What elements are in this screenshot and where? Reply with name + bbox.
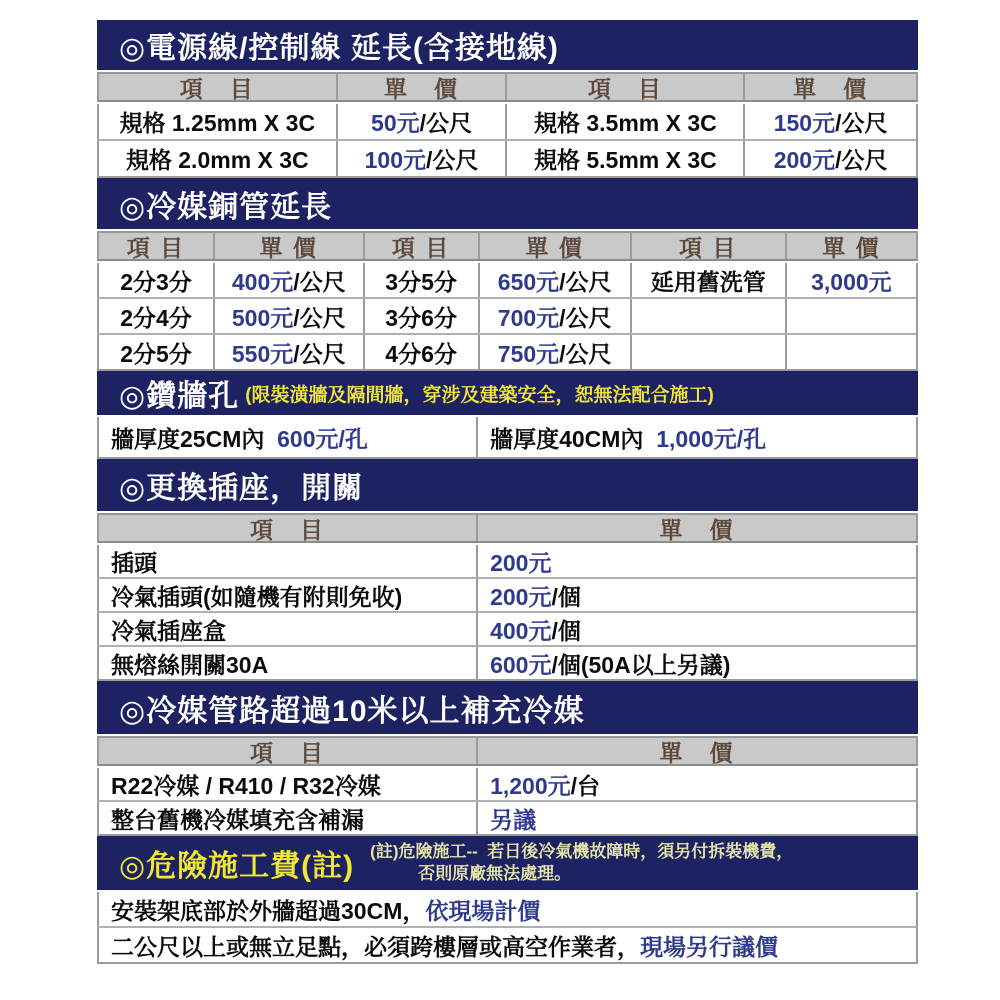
item-text: /公尺 bbox=[559, 340, 612, 367]
item-text: /台 bbox=[570, 772, 601, 799]
table-cell bbox=[99, 104, 338, 139]
table-cell bbox=[99, 417, 478, 457]
item-text: /公尺 bbox=[835, 147, 888, 173]
table-cell bbox=[99, 647, 478, 679]
price-table-document bbox=[97, 20, 918, 964]
table-cell bbox=[99, 579, 478, 611]
table-row bbox=[97, 768, 918, 802]
section-header-band bbox=[97, 836, 918, 890]
item-text: /公尺 bbox=[293, 340, 346, 367]
item-text: /公尺 bbox=[559, 304, 612, 331]
section-refrigerant-refill bbox=[97, 681, 918, 836]
section-copper-pipe-extension bbox=[97, 178, 918, 371]
item-text: /個 bbox=[551, 583, 581, 610]
table-cell bbox=[787, 263, 916, 297]
table-cell bbox=[99, 263, 215, 297]
column-header: 單 價 bbox=[659, 516, 735, 541]
column-header-row bbox=[97, 736, 918, 766]
table-cell bbox=[480, 299, 632, 333]
table-cell bbox=[99, 802, 478, 834]
column-header: 單 價 bbox=[822, 234, 881, 259]
table-cell bbox=[478, 647, 916, 679]
price-text: 500元 bbox=[231, 304, 294, 331]
item-text: 整台舊機冷媒填充含補漏 bbox=[111, 806, 364, 833]
item-text: 牆厚度40CM內 bbox=[490, 425, 657, 452]
table-cell bbox=[478, 613, 916, 645]
item-text: /個 bbox=[551, 617, 581, 644]
column-header-row bbox=[97, 513, 918, 543]
column-header: 單 價 bbox=[659, 739, 735, 764]
table-cell bbox=[99, 768, 478, 800]
section-note-line: (註)危險施工-- 若日後冷氣機故障時，須另付拆裝機費， bbox=[370, 841, 794, 861]
column-header: 單 價 bbox=[338, 74, 508, 100]
table-cell bbox=[99, 299, 215, 333]
table-row bbox=[97, 579, 918, 613]
table-cell bbox=[99, 545, 478, 577]
section-title: ◎冷媒銅管延長 bbox=[119, 190, 333, 224]
item-text: 冷氣插座盒 bbox=[111, 617, 226, 644]
table-row bbox=[97, 613, 918, 647]
price-text: 依現場計價 bbox=[425, 897, 541, 924]
price-text: 現場另行議價 bbox=[640, 933, 778, 960]
table-row bbox=[97, 545, 918, 579]
table-row bbox=[97, 263, 918, 299]
price-text: 400元 bbox=[490, 617, 552, 644]
item-text: 4分6分 bbox=[385, 340, 457, 367]
item-text: 插頭 bbox=[111, 549, 157, 576]
section-note-line: 否則原廠無法處理。 bbox=[418, 864, 572, 883]
table-cell bbox=[745, 141, 916, 176]
item-text: /公尺 bbox=[293, 268, 346, 295]
table-row bbox=[97, 892, 918, 928]
item-text: /公尺 bbox=[293, 304, 346, 331]
price-text: 200元 bbox=[490, 583, 552, 610]
table-cell bbox=[215, 335, 365, 369]
item-text: 安裝架底部於外牆超過30CM， bbox=[111, 897, 426, 924]
table-cell bbox=[478, 802, 916, 834]
column-header: 項 目 bbox=[99, 233, 215, 259]
section-note bbox=[370, 841, 793, 885]
section-header-band bbox=[97, 371, 918, 415]
price-text: 1,000元/孔 bbox=[656, 425, 767, 452]
column-header: 項 目 bbox=[99, 515, 478, 541]
price-text: 50元 bbox=[371, 110, 420, 136]
price-text: 600元 bbox=[490, 651, 552, 678]
item-text: 2分5分 bbox=[120, 340, 192, 367]
item-text: R22冷媒 / R410 / R32冷媒 bbox=[111, 772, 381, 799]
table-cell bbox=[745, 104, 916, 139]
table-row bbox=[97, 647, 918, 681]
column-header: 項 目 bbox=[99, 738, 478, 764]
table-row bbox=[97, 417, 918, 459]
table-cell bbox=[99, 335, 215, 369]
item-text: /公尺 bbox=[835, 110, 888, 136]
section-title: ◎電源線/控制線 延長(含接地線) bbox=[119, 32, 559, 65]
table-cell bbox=[480, 335, 632, 369]
section-title-note: (限裝潢牆及隔間牆，穿涉及建築安全，恕無法配合施工) bbox=[245, 384, 714, 406]
item-text: 規格 2.0mm X 3C bbox=[125, 147, 309, 173]
table-cell bbox=[632, 263, 787, 297]
section-header-band bbox=[97, 178, 918, 229]
section-header-band bbox=[97, 459, 918, 511]
table-cell bbox=[632, 299, 787, 333]
item-text: 2分3分 bbox=[120, 268, 192, 295]
table-cell bbox=[365, 263, 480, 297]
price-text: 100元 bbox=[364, 147, 427, 173]
section-title: ◎更換插座，開關 bbox=[119, 472, 364, 505]
section-title: ◎冷媒管路超過10米以上補充冷媒 bbox=[119, 694, 585, 728]
table-cell bbox=[478, 768, 916, 800]
column-header: 單 價 bbox=[793, 75, 869, 100]
item-text: 2分4分 bbox=[120, 304, 192, 331]
price-text: 650元 bbox=[497, 268, 560, 295]
item-text: 規格 1.25mm X 3C bbox=[119, 110, 316, 136]
section-drill-wall-hole bbox=[97, 371, 918, 459]
table-cell bbox=[507, 141, 745, 176]
item-text: 無熔絲開關30A bbox=[111, 651, 269, 678]
price-text: 3,000元 bbox=[811, 268, 892, 295]
item-text: 規格 5.5mm X 3C bbox=[533, 147, 717, 173]
section-header-band bbox=[97, 681, 918, 734]
column-header: 項 目 bbox=[632, 233, 787, 259]
table-cell bbox=[507, 104, 745, 139]
item-text: 3分6分 bbox=[385, 304, 457, 331]
item-text: 牆厚度25CM內 bbox=[111, 425, 278, 452]
price-text: 700元 bbox=[497, 304, 560, 331]
section-header-band bbox=[97, 20, 918, 70]
table-cell bbox=[215, 299, 365, 333]
price-text: 600元/孔 bbox=[277, 425, 368, 452]
table-cell bbox=[365, 299, 480, 333]
table-cell bbox=[338, 141, 508, 176]
section-title: ◎鑽牆孔 bbox=[119, 380, 240, 413]
table-row bbox=[97, 928, 918, 964]
table-row bbox=[97, 299, 918, 335]
column-header: 項 目 bbox=[99, 74, 338, 100]
price-text: 550元 bbox=[231, 340, 294, 367]
column-header: 單 價 bbox=[480, 233, 632, 259]
table-cell bbox=[99, 141, 338, 176]
section-title: ◎危險施工費(註) bbox=[119, 850, 355, 883]
column-header-row bbox=[97, 231, 918, 261]
column-header: 項 目 bbox=[365, 233, 480, 259]
price-text: 1,200元 bbox=[490, 772, 571, 799]
table-cell bbox=[478, 417, 916, 457]
column-header: 項 目 bbox=[507, 74, 745, 100]
item-text: /個(50A以上另議) bbox=[551, 651, 731, 678]
price-text: 400元 bbox=[231, 268, 294, 295]
table-cell bbox=[215, 263, 365, 297]
price-text: 750元 bbox=[497, 340, 560, 367]
table-cell bbox=[787, 299, 916, 333]
price-text: 200元 bbox=[490, 549, 552, 576]
table-row bbox=[97, 141, 918, 178]
table-cell bbox=[99, 613, 478, 645]
item-text: 3分5分 bbox=[385, 268, 457, 295]
item-text: 延用舊洗管 bbox=[650, 268, 766, 295]
table-cell bbox=[478, 579, 916, 611]
item-text: /公尺 bbox=[419, 110, 473, 136]
price-text: 150元 bbox=[773, 110, 836, 136]
item-text: 二公尺以上或無立足點，必須跨樓層或高空作業者， bbox=[111, 933, 640, 960]
column-header: 單 價 bbox=[215, 233, 365, 259]
table-cell bbox=[99, 928, 916, 962]
section-power-line-extension bbox=[97, 20, 918, 178]
table-cell bbox=[365, 335, 480, 369]
table-cell bbox=[787, 335, 916, 369]
item-text: /公尺 bbox=[559, 268, 612, 295]
section-outlet-switch-replacement bbox=[97, 459, 918, 681]
item-text: /公尺 bbox=[426, 147, 479, 173]
table-cell bbox=[480, 263, 632, 297]
table-cell bbox=[338, 104, 508, 139]
table-cell bbox=[99, 892, 916, 926]
table-row bbox=[97, 104, 918, 141]
table-row bbox=[97, 802, 918, 836]
column-header-row bbox=[97, 72, 918, 102]
price-text: 200元 bbox=[773, 147, 836, 173]
item-text: 規格 3.5mm X 3C bbox=[533, 110, 717, 136]
price-text: 另議 bbox=[490, 806, 537, 833]
table-cell bbox=[478, 545, 916, 577]
table-row bbox=[97, 335, 918, 371]
section-dangerous-work-fee bbox=[97, 836, 918, 964]
table-cell bbox=[632, 335, 787, 369]
item-text: 冷氣插頭(如隨機有附則免收) bbox=[111, 583, 403, 610]
